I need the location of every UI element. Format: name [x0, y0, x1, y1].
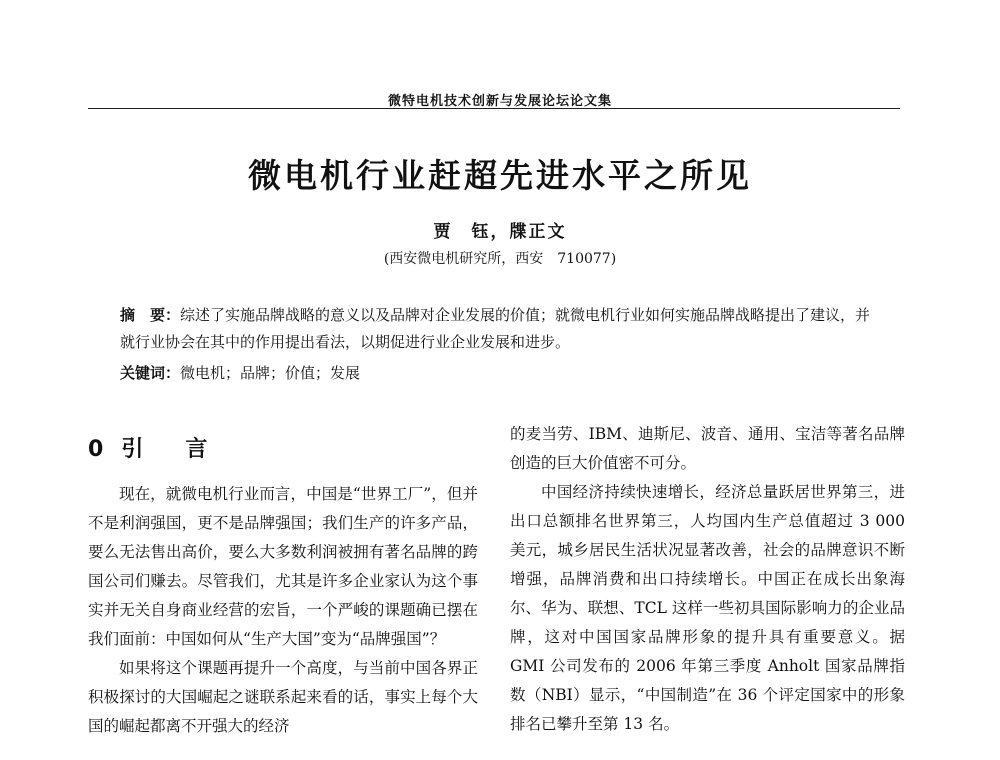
paragraph: 现在，就微电机行业而言，中国是“世界工厂”，但并不是利润强国，更不是品牌强国；我们生产的许多产品，要么无法售出高价，要么大多数利润被拥有著名品牌的跨国公司们赚去。尽管我们，尤其是许多企业家认为这个事实并无关自身商业经营的宏旨，一个严峻的课题确已摆在我们面前：中国如何从“生产大国”变为“品牌强国”？: [88, 485, 478, 648]
left-column: [88, 430, 478, 741]
affiliation: (西安微电机研究所，西安 710077): [383, 251, 617, 267]
keywords: [120, 360, 880, 387]
running-header: 微特电机技术创新与发展论坛论文集: [387, 94, 612, 109]
section-number: 0: [88, 437, 114, 462]
abstract-text: 综述了实施品牌战略的意义以及品牌对企业发展的价值；就微电机行业如何实施品牌战略提出了建议，并就行业协会在其中的作用提出看法，以期促进行业企业发展和进步。: [120, 306, 871, 351]
keywords-text: 微电机；品牌；价值；发展: [180, 364, 361, 382]
paragraph: 的麦当劳、IBM、迪斯尼、波音、通用、宝洁等著名品牌创造的巨大价值密不可分。: [510, 425, 905, 472]
paragraph: 如果将这个课题再提升一个高度，与当前中国各界正积极探讨的大国崛起之谜联系起来看的话，事实上每个大国的崛起都离不开强大的经济: [88, 659, 478, 735]
paragraph: 中国经济持续快速增长，经济总量跃居世界第三，进出口总额排名世界第三，人均国内生产总值超过 3 000 美元，城乡居民生活状况显著改善，社会的品牌意识不断增强，品牌消费和出口持续增长。中国正在成长出象海尔、华为、联想、TCL 这样一些初具国际影响力的企业品牌，这对中国国家品牌形象的提升具有重要意义。据 GMI 公司发布的 2006 年第三季度 Anholt 国家品牌指数（NBI）显示，“中国制造”在 36 个评定国家中的形象排名已攀升至第 13 名。: [510, 483, 905, 733]
right-column: [510, 420, 905, 739]
abstract-label: 摘 要：: [120, 306, 181, 324]
paper-title: 微电机行业赶超先进水平之所见: [248, 156, 752, 195]
abstract: [120, 302, 880, 356]
authors: 贾 钰，牒正文: [433, 222, 567, 242]
section-heading: [88, 430, 478, 470]
keywords-label: 关键词：: [120, 364, 181, 382]
header-rule: [88, 108, 900, 109]
section-title: 引 言: [121, 437, 218, 462]
